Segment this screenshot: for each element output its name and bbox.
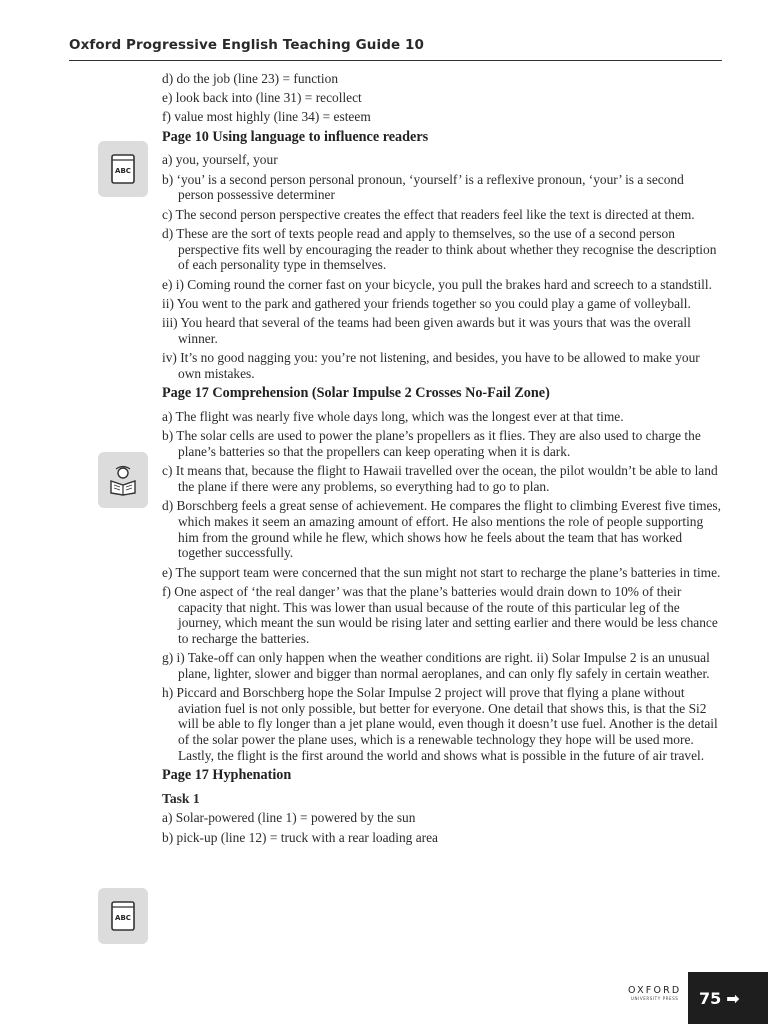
header-rule [69,60,722,61]
list-item: d) These are the sort of texts people read and apply to themselves, so the use of a second person perspective fits well by encouraging the reader to think about whether they recognise the description of each personality type in themselves. [162,225,717,273]
list-item: ii) You went to the park and gathered your friends together so you could play a game of volleyball. [162,295,691,311]
abc-book-icon [98,888,148,944]
header-title: Oxford Progressive English Teaching Guide 10 [69,37,425,53]
list-item: f) One aspect of ‘the real danger’ was that the plane’s batteries would drain down to 10% of their capacity that night. This was lower than usual because of the route of this particular leg of the journey, which meant the sun would be rising later and setting earlier and there would be less chance to recharge the batteries. [162,583,718,646]
list-item: c) It means that, because the flight to Hawaii travelled over the ocean, the pilot wouldn’t be able to land the plane if there were any problems, so everything had to go to plan. [162,463,718,495]
list-item: iv) It’s no good nagging you: you’re not listening, and besides, you have to be allowed to make your own mistakes. [162,350,700,381]
list-item: d) do the job (line 23) = function [162,71,339,86]
task-label: Task 1 [162,790,200,806]
list-item: e) The support team were concerned that the sun might not start to recharge the plane’s batteries in time. [162,564,721,580]
section-heading: Page 17 Comprehension (Solar Impulse 2 Crosses No-Fail Zone) [162,385,550,402]
page-number: 75 [699,988,722,1008]
page-number-box [688,972,768,1024]
logo-sub-text: UNIVERSITY PRESS [631,996,679,1001]
section-heading: Page 10 Using language to influence readers [162,128,429,145]
svg-text:ABC: ABC [115,167,131,175]
reading-person-icon [98,452,148,508]
logo-main-text: OXFORD [628,985,682,996]
list-item: a) you, yourself, your [162,152,278,168]
list-item: b) The solar cells are used to power the plane’s propellers as it flies. They are also used to charge the plane’s batteries so that the propellers can keep operating when it is dark. [162,428,701,460]
list-item: d) Borschberg feels a great sense of achievement. He compares the flight to climbing Everest five times, which makes it seem an amazing amount of effort. He also mentions the role of people supporting him from the ground while he flew, which shows how he feels about the team that has worked together successfully. [162,498,721,561]
list-item: a) Solar-powered (line 1) = powered by the sun [162,810,416,826]
section-heading: Page 17 Hyphenation [162,767,292,784]
list-item: b) pick-up (line 12) = truck with a rear loading area [162,829,438,845]
list-item: iii) You heard that several of the teams had been given awards but it was yours that was the overall winner. [162,315,691,346]
list-item: e) look back into (line 31) = recollect [162,89,362,105]
arrow-right-icon: ➡ [726,988,740,1008]
list-item: h) Piccard and Borschberg hope the Solar Impulse 2 project will prove that flying a plane without aviation fuel is not only possible, but better for everyone. One detail that shows this, is that the Si2 will be able to fly longer than a jet plane would, even though it doesn’t use fuel. Another is the detail of the solar power the plane uses, which is a renewable technology they hope will be used more. Lastly, the flight is the first around the world and shows what is possible in the future of air travel. [162,685,718,763]
oxford-logo [628,986,681,1002]
list-item: b) ‘you’ is a second person personal pronoun, ‘yourself’ is a reflexive pronoun, ‘your’ is a second person possessive determiner [162,171,684,203]
svg-text:ABC: ABC [115,914,131,922]
page-content [162,71,722,849]
list-item: c) The second person perspective creates the effect that readers feel like the text is directed at them. [162,206,695,222]
abc-book-icon [98,141,148,197]
list-item: e) i) Coming round the corner fast on your bicycle, you pull the brakes hard and screech to a standstill. [162,276,712,292]
list-item: a) The flight was nearly five whole days long, which was the longest ever at that time. [162,409,624,425]
list-item: f) value most highly (line 34) = esteem [162,108,371,124]
list-item: g) i) Take-off can only happen when the weather conditions are right. ii) Solar Impulse 2 is an unusual plane, lighter, slower and bigger than normal aeroplanes, and can only fly safely in certain weather. [162,650,710,681]
